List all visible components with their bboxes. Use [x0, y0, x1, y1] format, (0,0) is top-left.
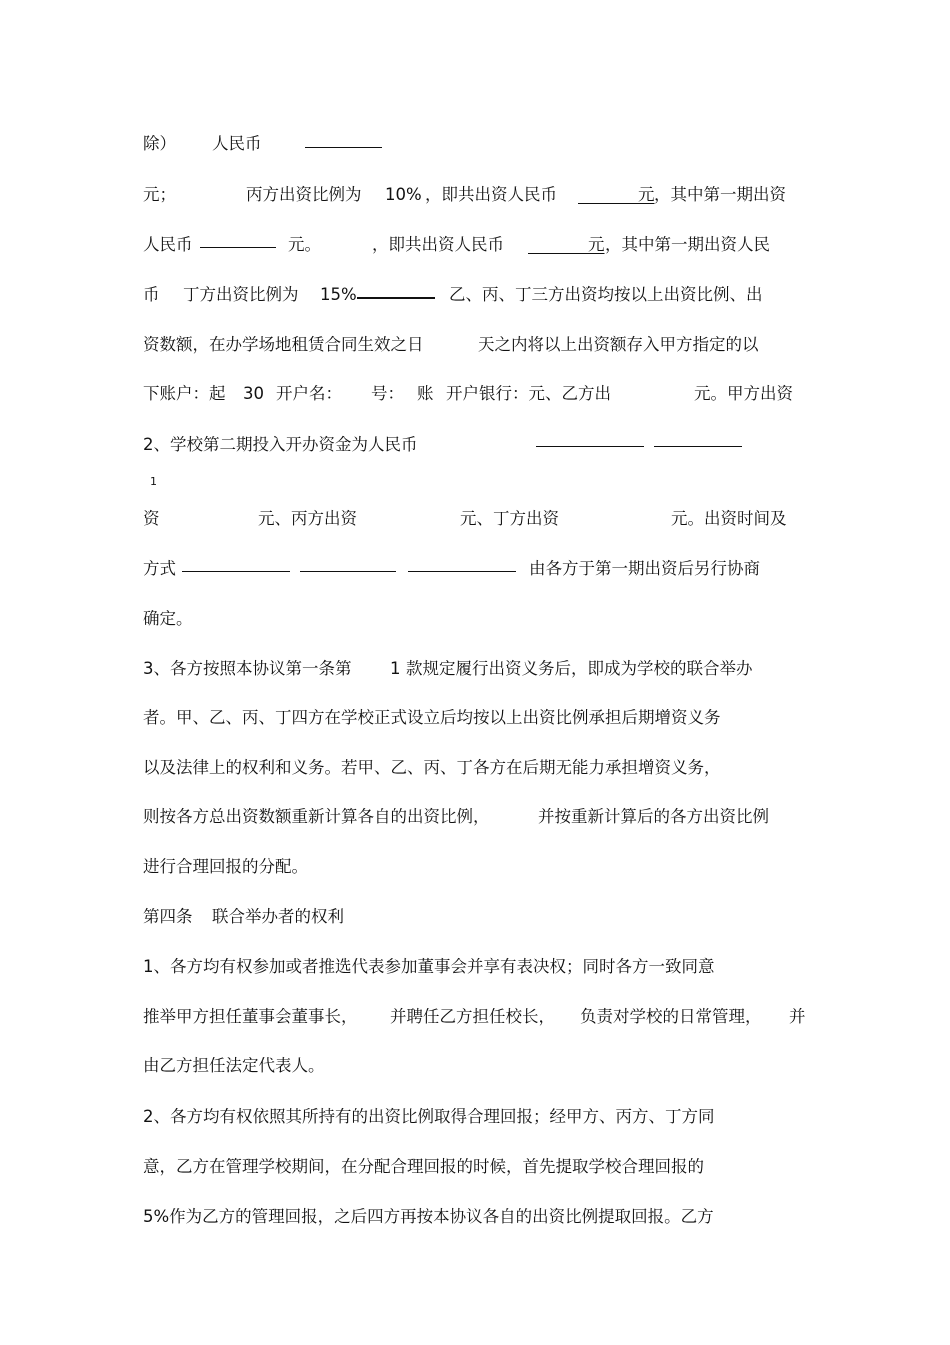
text-segment: 乙、丙、丁三方出资均按以上出资比例、出: [449, 285, 763, 304]
text-segment: ，即共出资人民币: [372, 235, 504, 254]
text-segment: 并按重新计算后的各方出资比例: [538, 807, 769, 826]
text-segment: 人民币: [212, 134, 262, 153]
text-segment: 资数额，在办学场地租赁合同生效之日: [143, 335, 424, 354]
text-line-23: [0, 1205, 950, 1229]
text-segment: ，即共出资人民币: [425, 185, 557, 204]
text-line-4: [0, 283, 950, 307]
text-segment: 资: [143, 509, 160, 528]
text-line-2: [0, 183, 950, 207]
text-line-12: [0, 657, 950, 681]
text-line-14: [0, 756, 950, 780]
text-segment: 确定。: [143, 609, 193, 628]
blank-underline: [578, 203, 638, 204]
text-line-16: [0, 855, 950, 879]
text-segment: 元、丁方出资: [460, 509, 559, 528]
text-segment: 1、各方均有权参加或者推选代表参加董事会并享有表决权；同时各方一致同意: [143, 957, 715, 976]
text-segment: 开户名：: [276, 384, 342, 403]
blank-underline: [357, 297, 435, 299]
text-segment: 天之内将以上出资额存入甲方指定的以: [478, 335, 759, 354]
text-segment: 2、各方均有权依照其所持有的出资比例取得合理回报；经甲方、丙方、丁方同: [143, 1107, 715, 1126]
text-segment: 人民币: [143, 235, 193, 254]
page-number-line: [0, 470, 950, 494]
text-segment: 者。甲、乙、丙、丁四方在学校正式设立后均按以上出资比例承担后期增资义务: [143, 708, 721, 727]
text-segment: 元。出资时间及: [671, 509, 787, 528]
text-line-1: [0, 132, 950, 156]
text-segment: 元: [588, 235, 605, 254]
text-segment: 元。: [288, 235, 321, 254]
text-segment: 丙方出资比例为: [246, 185, 362, 204]
text-line-3: [0, 233, 950, 257]
text-segment: 5%作为乙方的管理回报，之后四方再按本协议各自的出资比例提取回报。乙方: [143, 1207, 714, 1226]
text-line-22: [0, 1155, 950, 1179]
page-number: 1: [150, 475, 157, 488]
text-segment: 币: [143, 285, 160, 304]
text-line-18: [0, 955, 950, 979]
text-segment: 方式: [143, 559, 176, 578]
blank-underline: [182, 571, 290, 572]
text-segment: 元；: [143, 185, 176, 204]
text-line-19: [0, 1005, 950, 1029]
text-segment: 1: [390, 659, 401, 678]
text-segment: 开户银行：元、乙方出: [446, 384, 611, 403]
text-segment: 丁方出资比例为: [183, 285, 299, 304]
blank-underline: [654, 446, 742, 447]
text-segment: 15%: [320, 285, 357, 304]
text-segment: 除）: [143, 134, 176, 153]
text-segment: 并聘任乙方担任校长，: [390, 1007, 555, 1026]
text-segment: 负责对学校的日常管理，: [580, 1007, 762, 1026]
text-segment: 下账户：起: [143, 384, 226, 403]
text-segment: 元、丙方出资: [258, 509, 357, 528]
text-segment: 号：: [371, 384, 404, 403]
text-line-10: [0, 557, 950, 581]
text-segment: 10%: [385, 185, 422, 204]
text-segment: 推举甲方担任董事会董事长，: [143, 1007, 358, 1026]
text-line-9: [0, 507, 950, 531]
text-segment: 30: [243, 384, 264, 403]
text-segment: 账: [417, 384, 434, 403]
blank-underline: [408, 571, 516, 572]
section-heading-line: [0, 905, 950, 929]
text-segment: 由乙方担任法定代表人。: [143, 1056, 325, 1075]
text-line-11: [0, 607, 950, 631]
text-segment: 意，乙方在管理学校期间，在分配合理回报的时候，首先提取学校合理回报的: [143, 1157, 704, 1176]
text-segment: ，其中第一期出资: [654, 185, 786, 204]
blank-underline: [305, 147, 382, 148]
text-line-20: [0, 1054, 950, 1078]
text-segment: 2、学校第二期投入开办资金为人民币: [143, 435, 418, 454]
text-segment: 元。甲方出资: [694, 384, 793, 403]
section-title: 联合举办者的权利: [212, 907, 344, 926]
blank-underline: [528, 253, 588, 254]
text-line-7: [0, 433, 950, 457]
text-segment: 由各方于第一期出资后另行协商: [529, 559, 760, 578]
text-segment: 进行合理回报的分配。: [143, 857, 308, 876]
text-segment: 3、各方按照本协议第一条第: [143, 659, 352, 678]
blank-underline: [300, 571, 396, 572]
text-segment: ，其中第一期出资人民: [605, 235, 770, 254]
text-segment: 元: [638, 185, 655, 204]
text-line-6: [0, 382, 950, 406]
blank-underline: [200, 247, 276, 248]
section-number: 第四条: [143, 907, 193, 926]
text-line-21: [0, 1105, 950, 1129]
text-segment: 并: [789, 1007, 806, 1026]
blank-underline: [536, 446, 644, 447]
text-segment: 以及法律上的权利和义务。若甲、乙、丙、丁各方在后期无能力承担增资义务，: [143, 758, 721, 777]
text-line-15: [0, 805, 950, 829]
text-segment: 款规定履行出资义务后，即成为学校的联合举办: [406, 659, 753, 678]
text-line-5: [0, 333, 950, 357]
text-line-13: [0, 706, 950, 730]
text-segment: 则按各方总出资数额重新计算各自的出资比例，: [143, 807, 490, 826]
